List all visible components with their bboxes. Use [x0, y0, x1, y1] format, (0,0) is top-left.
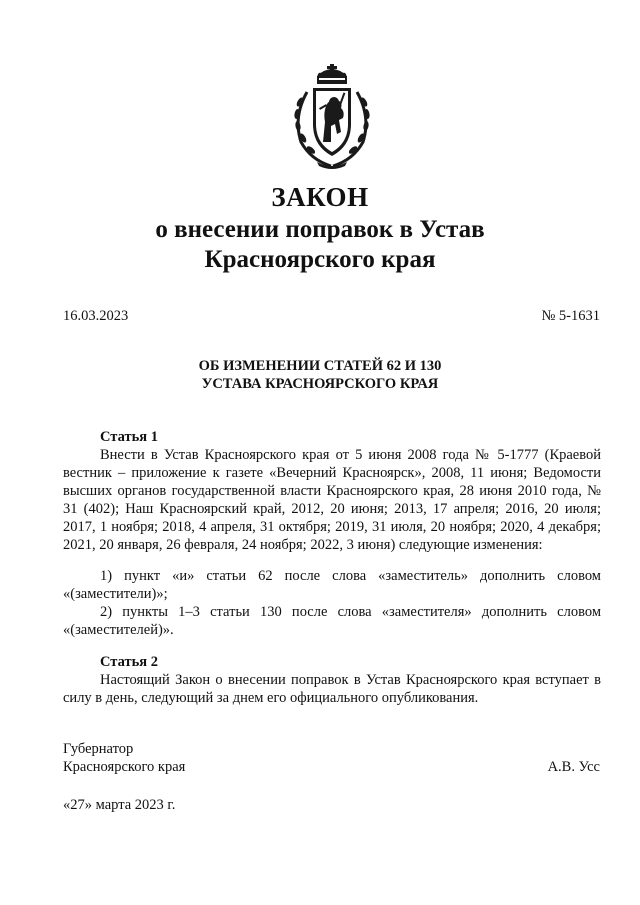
document-subtitle-line1: о внесении поправок в Устав: [155, 216, 485, 243]
article1-item1: 1) пункт «и» статьи 62 после слова «заместитель» дополнить словом «(заместители)»;: [63, 568, 601, 602]
article1-body: Внести в Устав Красноярского края от 5 июня 2008 года № 5-1777 (Краевой вестник – приложение к газете «Вечерний Красноярск», 2008, 11 июня; Ведомости высших органов государственной власти Красноярского края, 28 июня 2010 года, № 31 (402); Наш Красноярский край, 2012, 20 июня; 2013, 17 апреля; 2016, 20 июля; 2017, 1 ноября; 2018, 4 апреля, 31 октября; 2019, 31 июля, 20 ноября; 2020, 4 декабря; 2021, 20 января, 26 февраля, 24 ноября; 2022, 3 июня) следующие изменения:: [63, 447, 601, 553]
document-subtitle-line2: Красноярского края: [204, 246, 436, 273]
article2-body: Настоящий Закон о внесении поправок в Устав Красноярского края вступает в силу в день, следующий за днем его официального опубликования.: [63, 672, 601, 706]
coat-of-arms-icon: [287, 62, 377, 172]
law-number: № 5-1631: [541, 308, 600, 324]
law-date: 16.03.2023: [63, 308, 129, 324]
signer-position-line1: Губернатор: [63, 741, 134, 757]
signer-position-line2: Красноярского края: [63, 759, 186, 775]
law-heading-line2: УСТАВА КРАСНОЯРСКОГО КРАЯ: [201, 376, 439, 392]
article1-title: Статья 1: [100, 429, 158, 445]
document-title: ЗАКОН: [271, 182, 369, 212]
article2-title: Статья 2: [100, 654, 158, 670]
article1-item2: 2) пункты 1–3 статьи 130 после слова «заместителя» дополнить словом «(заместителей)».: [63, 604, 601, 638]
signer-name: А.В. Усс: [547, 759, 600, 775]
law-heading-line1: ОБ ИЗМЕНЕНИИ СТАТЕЙ 62 И 130: [198, 358, 442, 374]
signature-date: «27» марта 2023 г.: [63, 797, 176, 813]
